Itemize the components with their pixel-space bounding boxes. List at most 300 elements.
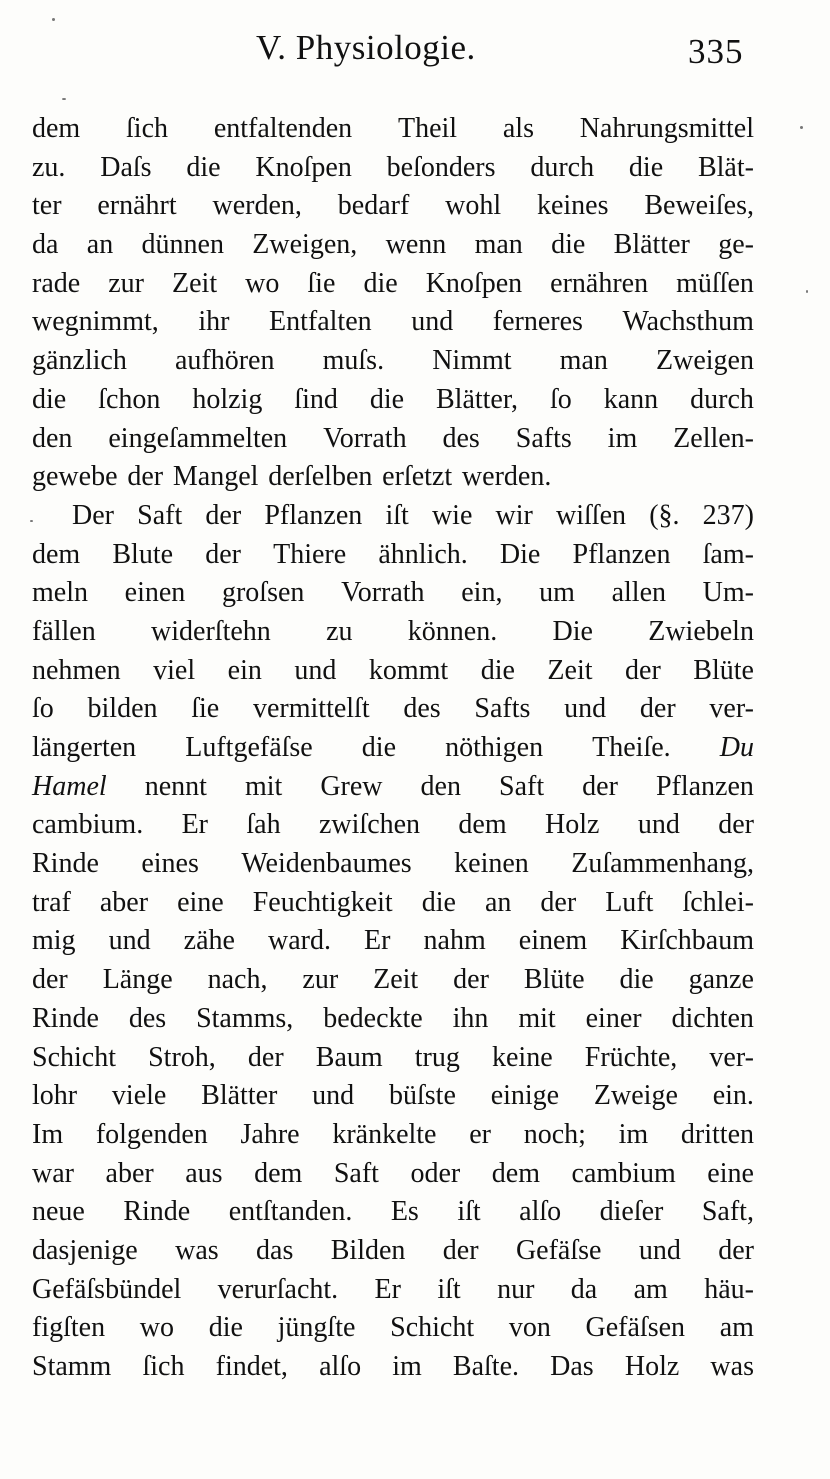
word: Die [499, 538, 541, 570]
word: Grew [320, 770, 383, 802]
word: Das [550, 1351, 594, 1382]
word: zu. [32, 151, 66, 183]
word: nahm [423, 925, 486, 957]
word: Safts [515, 422, 572, 454]
text-line [32, 1232, 754, 1271]
word: Die [552, 615, 593, 647]
text-line [32, 1000, 754, 1039]
word: keinen [454, 848, 529, 880]
word: Pflanzen [572, 538, 671, 570]
word: die [361, 732, 397, 763]
text-line [32, 1155, 754, 1194]
word: die [619, 964, 654, 996]
word: ſich [126, 113, 169, 144]
text-line [32, 536, 754, 575]
word: Knoſpen [255, 151, 352, 183]
word: die [208, 1312, 243, 1344]
word: Vorrath [323, 422, 407, 454]
running-head: V. Physiologie. [256, 28, 476, 67]
word: einige [490, 1080, 560, 1112]
word: eine [177, 886, 224, 918]
word: werden. [461, 461, 552, 493]
body-text [32, 110, 754, 1387]
text-line [32, 110, 754, 149]
word: ſchon [98, 383, 161, 415]
word: kann [603, 383, 659, 415]
word: der [32, 964, 68, 996]
word: Zweigen [656, 345, 754, 377]
text-line [32, 458, 754, 497]
word: bedarf [337, 190, 410, 222]
word: Stamms, [196, 1002, 294, 1034]
word: Luft [605, 886, 654, 918]
word: Gefäſsbündel [32, 1273, 182, 1305]
word: Du [719, 732, 754, 763]
word: gänzlich [32, 345, 127, 377]
word: Jahre [240, 1118, 300, 1150]
word: ihr [198, 306, 230, 338]
word: ſchlei- [682, 886, 754, 918]
word: Gefäſse [515, 1234, 602, 1266]
word: der [205, 538, 241, 570]
word: Zweigen, [252, 229, 358, 261]
word: nöthigen [445, 732, 544, 763]
word: dem [32, 538, 81, 570]
word: bedeckte [323, 1002, 423, 1034]
word: wir [495, 499, 533, 531]
text-line [32, 768, 754, 807]
text-line [32, 652, 754, 691]
word: zur [108, 267, 144, 299]
word: Er [364, 925, 391, 957]
text-line [32, 420, 754, 459]
word: die [628, 151, 664, 183]
word: holzig [192, 383, 263, 415]
word: an [86, 229, 114, 261]
word: einer [585, 1002, 642, 1034]
word: ganze [688, 964, 754, 996]
word: noch; [523, 1118, 586, 1150]
word: ſich [142, 1351, 185, 1382]
word: die [369, 383, 405, 415]
word: Feuchtigkeit [252, 886, 393, 918]
word: werden, [212, 190, 302, 222]
text-line [32, 690, 754, 729]
text-line [32, 845, 754, 884]
word: und [294, 654, 337, 686]
word: Kirſchbaum [620, 925, 754, 957]
word: Länge [102, 964, 173, 996]
word: Nimmt [432, 345, 512, 377]
text-line [32, 729, 754, 768]
word: müſſen [676, 267, 754, 299]
word: ſo [32, 693, 54, 725]
word: kränkelte [332, 1118, 437, 1150]
word: Baſte. [452, 1351, 520, 1382]
word: ſah [246, 809, 281, 841]
text-line [32, 342, 754, 381]
word: Saft [499, 770, 545, 802]
word: iſt [385, 499, 409, 531]
word: durch [690, 383, 754, 415]
word: Es [390, 1196, 419, 1228]
text-line [32, 1271, 754, 1310]
word: 237) [702, 499, 754, 531]
word: Hamel [32, 770, 107, 802]
word: cambium. [32, 809, 144, 841]
word: ernährt [97, 190, 177, 222]
word: und [312, 1080, 355, 1112]
word: Daſs [100, 151, 152, 183]
word: der [582, 770, 618, 802]
word: traf [32, 886, 71, 918]
word: entſtanden. [228, 1196, 353, 1228]
word: ferneres [492, 306, 583, 338]
word: büſste [388, 1080, 456, 1112]
word: zur [302, 964, 339, 996]
word: ſind [294, 383, 338, 415]
word: Der [72, 499, 114, 531]
word: Rinde [32, 848, 99, 880]
word: wo [139, 1312, 175, 1344]
word: keine [492, 1041, 553, 1073]
word: Wachsthum [622, 306, 754, 338]
word: ſie [191, 693, 220, 725]
page-header [0, 28, 830, 88]
word: derſelben [268, 461, 373, 493]
word: dem [491, 1157, 540, 1189]
word: Zeit [172, 267, 218, 299]
word: eine [707, 1157, 754, 1189]
word: der [639, 693, 676, 725]
word: Gefäſsen [585, 1312, 686, 1344]
word: da [32, 229, 59, 261]
word: den [420, 770, 461, 802]
word: nennt [144, 770, 207, 802]
word: Schicht [390, 1312, 475, 1344]
word: Blätter [201, 1080, 278, 1112]
word: aufhören [174, 345, 275, 377]
word: man [559, 345, 608, 377]
word: aber [105, 1157, 154, 1189]
word: Blüte [693, 654, 754, 686]
word: widerſtehn [151, 615, 271, 647]
word: er [469, 1118, 491, 1150]
word: der [442, 1234, 479, 1266]
word: der [205, 499, 242, 531]
word: Pflanzen [264, 499, 363, 531]
word: ein. [712, 1080, 754, 1112]
word: Holz [545, 809, 600, 841]
text-line [32, 1309, 754, 1348]
word: jüngſte [277, 1312, 356, 1344]
text-line [32, 1077, 754, 1116]
word: nur [497, 1273, 535, 1305]
word: Baum [315, 1041, 383, 1073]
text-line [32, 1116, 754, 1155]
word: Nahrungsmittel [579, 113, 754, 144]
word: figſten [32, 1312, 106, 1344]
word: ein, [461, 577, 503, 609]
word: Rinde [123, 1196, 191, 1228]
word: wegnimmt, [32, 306, 159, 338]
text-line [32, 497, 754, 536]
word: dem [254, 1157, 303, 1189]
word: zu [326, 615, 353, 647]
word: längerten [32, 732, 137, 763]
word: Um- [702, 577, 754, 609]
text-line [32, 149, 754, 188]
word: rade [32, 267, 81, 299]
word: Saft, [701, 1196, 754, 1228]
word: beſonders [386, 151, 496, 183]
word: alſo [319, 1351, 362, 1382]
word: können. [407, 615, 498, 647]
word: dünnen [141, 229, 224, 261]
word: zwiſchen [318, 809, 421, 841]
word: im [392, 1351, 422, 1382]
word: die [363, 267, 398, 299]
word: nehmen [32, 654, 121, 686]
word: Zuſammenhang, [571, 848, 754, 880]
word: was [175, 1234, 219, 1266]
word: dritten [680, 1118, 754, 1150]
word: aus [185, 1157, 223, 1189]
word: der [453, 964, 489, 996]
text-line [32, 303, 754, 342]
word: Beweiſes, [644, 190, 754, 222]
text-line [32, 922, 754, 961]
word: dieſer [599, 1196, 664, 1228]
word: das [256, 1234, 294, 1266]
word: die [480, 654, 515, 686]
word: die [32, 383, 67, 415]
text-line [32, 226, 754, 265]
word: iſt [437, 1273, 461, 1305]
word: und [564, 693, 607, 725]
word: viel [153, 654, 196, 686]
word: Luftgefäſse [185, 732, 313, 763]
word: fällen [32, 615, 96, 647]
text-line [32, 884, 754, 923]
word: ähnlich. [378, 538, 468, 570]
word: dem [458, 809, 507, 841]
word: die [421, 886, 456, 918]
word: alſo [519, 1196, 562, 1228]
word: der [625, 654, 661, 686]
word: die [186, 151, 221, 183]
word: im [618, 1118, 649, 1150]
word: Zeit [547, 654, 593, 686]
word: nach, [207, 964, 268, 996]
word: Saft [137, 499, 183, 531]
word: und [411, 306, 454, 338]
word: wohl [445, 190, 502, 222]
word: am [719, 1312, 754, 1344]
word: mig [32, 925, 76, 957]
word: ver- [709, 693, 754, 725]
word: Zwiebeln [648, 615, 754, 647]
word: des [128, 1002, 167, 1034]
word: allen [611, 577, 666, 609]
word: da [570, 1273, 598, 1305]
word: neue [32, 1196, 85, 1228]
word: aber [99, 886, 149, 918]
word: entfaltenden [213, 113, 353, 144]
word: Theiſe. [592, 732, 671, 763]
word: meln [32, 577, 88, 609]
word: am [633, 1273, 668, 1305]
word: die [551, 229, 586, 261]
word: um [539, 577, 575, 609]
word: Entfalten [269, 306, 372, 338]
word: wo [245, 267, 280, 299]
word: Safts [474, 693, 531, 725]
word: der [718, 809, 754, 841]
word: von [508, 1312, 551, 1344]
word: mit [518, 1002, 556, 1034]
text-line [32, 613, 754, 652]
text-line [32, 265, 754, 304]
word: Stamm [32, 1351, 112, 1382]
word: Blüte [523, 964, 585, 996]
word: an [484, 886, 512, 918]
word: ter [32, 190, 62, 222]
word: Holz [624, 1351, 680, 1382]
word: als [502, 113, 534, 144]
word: wenn [385, 229, 447, 261]
word: dasjenige [32, 1234, 138, 1266]
print-speck [800, 126, 803, 129]
print-speck [30, 520, 33, 522]
word: wie [431, 499, 473, 531]
print-speck [52, 18, 55, 21]
word: ihn [452, 1002, 489, 1034]
word: keines [536, 190, 609, 222]
word: und [638, 1234, 681, 1266]
text-line [32, 187, 754, 226]
word: verurſacht. [217, 1273, 339, 1305]
word: Blät- [697, 151, 754, 183]
word: groſsen [221, 577, 305, 609]
word: Zweige [593, 1080, 678, 1112]
word: cambium [571, 1157, 676, 1189]
word: Im [32, 1118, 64, 1150]
word: Zellen- [673, 422, 754, 454]
word: eines [141, 848, 199, 880]
word: vermittelſt [252, 693, 370, 725]
word: wiſſen [556, 499, 627, 531]
word: ſam- [702, 538, 754, 570]
word: Mangel [172, 461, 259, 493]
word: Pflanzen [655, 770, 754, 802]
text-line [32, 806, 754, 845]
word: Vorrath [341, 577, 425, 609]
word: und [637, 809, 680, 841]
word: des [403, 693, 441, 725]
word: muſs. [322, 345, 385, 377]
text-line [32, 381, 754, 420]
print-speck [62, 98, 66, 100]
word: ein [227, 654, 262, 686]
text-line [32, 1348, 754, 1387]
word: den [32, 422, 73, 454]
word: folgenden [95, 1118, 208, 1150]
word: der [718, 1234, 754, 1266]
page-number: 335 [688, 32, 744, 71]
word: ver- [709, 1041, 754, 1073]
word: einem [518, 925, 588, 957]
word: bilden [87, 693, 158, 725]
word: Weidenbaumes [241, 848, 412, 880]
word: zähe [183, 925, 235, 957]
word: ward. [268, 925, 331, 957]
word: man [474, 229, 523, 261]
word: ernähren [550, 267, 649, 299]
word: ge- [718, 229, 754, 261]
text-line [32, 1193, 754, 1232]
word: (§. [649, 499, 680, 531]
word: und [108, 925, 151, 957]
word: lohr [32, 1080, 78, 1112]
word: Theil [397, 113, 458, 144]
word: Zeit [373, 964, 419, 996]
print-speck [806, 290, 808, 293]
word: was [710, 1351, 754, 1382]
word: erſetzt [382, 461, 453, 493]
word: einen [124, 577, 186, 609]
word: des [442, 422, 480, 454]
word: Saft [333, 1157, 379, 1189]
word: Stroh, [148, 1041, 216, 1073]
word: findet, [215, 1351, 288, 1382]
word: eingeſammelten [108, 422, 288, 454]
word: Blätter, [435, 383, 519, 415]
word: der [127, 461, 164, 493]
word: Blätter [613, 229, 690, 261]
word: dichten [671, 1002, 754, 1034]
word: oder [410, 1157, 461, 1189]
word: war [32, 1157, 74, 1189]
word: der [247, 1041, 284, 1073]
word: Knoſpen [425, 267, 523, 299]
word: Blute [112, 538, 174, 570]
text-line [32, 961, 754, 1000]
text-line [32, 1039, 754, 1078]
word: häu- [704, 1273, 754, 1305]
word: ſo [550, 383, 572, 415]
word: gewebe [32, 461, 118, 493]
word: mit [244, 770, 283, 802]
word: kommt [368, 654, 449, 686]
word: im [607, 422, 638, 454]
word: Thiere [273, 538, 347, 570]
word: Bilden [330, 1234, 406, 1266]
text-line [32, 574, 754, 613]
word: durch [530, 151, 595, 183]
word: dem [32, 113, 81, 144]
word: viele [111, 1080, 167, 1112]
word: Er [374, 1273, 401, 1305]
word: Er [181, 809, 209, 841]
word: ſie [307, 267, 336, 299]
word: iſt [457, 1196, 481, 1228]
word: trug [414, 1041, 460, 1073]
word: Schicht [32, 1041, 116, 1073]
word: der [540, 886, 577, 918]
word: Rinde [32, 1002, 99, 1034]
word: Früchte, [584, 1041, 678, 1073]
